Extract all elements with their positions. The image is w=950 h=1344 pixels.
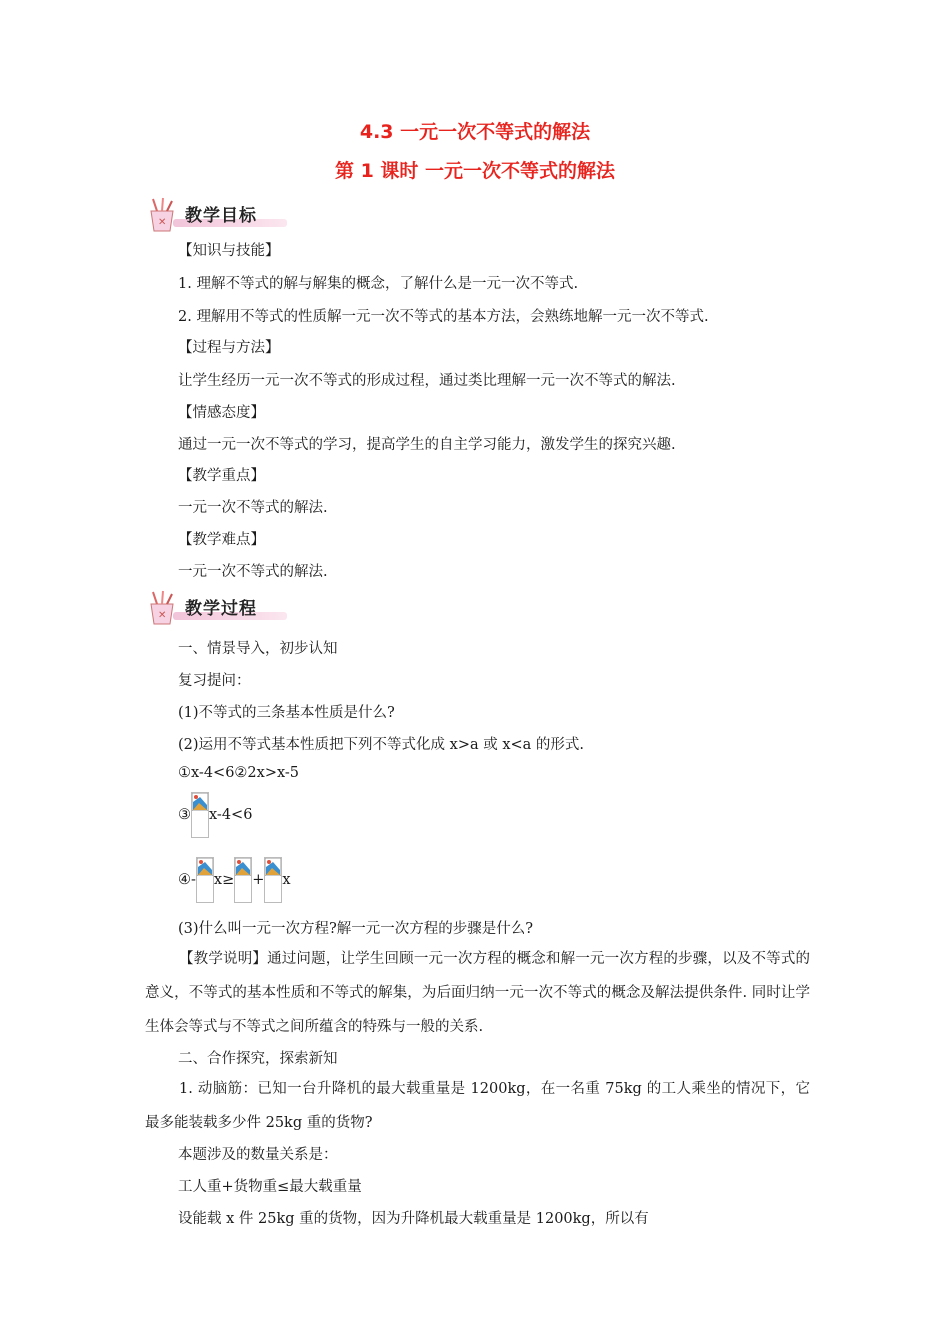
difficulty-label: 【教学难点】 bbox=[178, 532, 265, 548]
emotion-item: 通过一元一次不等式的学习，提高学生的自主学习能力，激发学生的探究兴趣. bbox=[178, 437, 676, 453]
svg-text:✕: ✕ bbox=[158, 610, 167, 621]
problem-text: 1. 动脑筋：已知一台升降机的最大载重量是 1200kg，在一名重 75kg 的工人乘坐的情况下，它最多能装载多少件 25kg 重的货物? bbox=[145, 1081, 810, 1131]
relation-text: 工人重+货物重≤最大载重量 bbox=[178, 1179, 362, 1195]
broken-image-icon bbox=[264, 857, 282, 903]
pencil-cup-icon bbox=[145, 590, 179, 626]
heading-intro: 一、情景导入，初步认知 bbox=[178, 641, 338, 657]
heading-explore: 二、合作探究，探索新知 bbox=[178, 1051, 338, 1067]
section-banner-objectives bbox=[143, 193, 291, 237]
svg-text:✕: ✕ bbox=[158, 217, 167, 228]
review-label: 复习提问： bbox=[178, 673, 251, 689]
exercise-4-prefix: ④- bbox=[178, 872, 196, 888]
exercise-4 bbox=[178, 857, 291, 903]
relation-intro: 本题涉及的数量关系是： bbox=[178, 1147, 338, 1163]
knowledge-item-2: 2. 理解用不等式的性质解一元一次不等式的基本方法，会熟练地解一元一次不等式. bbox=[178, 309, 709, 325]
question-2: (2)运用不等式基本性质把下列不等式化成 x>a 或 x<a 的形式. bbox=[178, 737, 585, 753]
difficulty-item: 一元一次不等式的解法. bbox=[178, 564, 328, 580]
exercise-4-suffix: x bbox=[282, 872, 291, 888]
emotion-label: 【情感态度】 bbox=[178, 405, 265, 421]
process-item: 让学生经历一元一次不等式的形成过程，通过类比理解一元一次不等式的解法. bbox=[178, 373, 676, 389]
broken-image-icon bbox=[191, 792, 209, 838]
exercise-4-mid1: x≥ bbox=[213, 872, 235, 888]
section-banner-process bbox=[143, 586, 291, 630]
exercise-3 bbox=[178, 792, 252, 838]
lesson-title: 4.3 一元一次不等式的解法 bbox=[359, 121, 591, 143]
lesson-subtitle: 第 1 课时 一元一次不等式的解法 bbox=[334, 160, 616, 182]
key-point-item: 一元一次不等式的解法. bbox=[178, 500, 328, 516]
process-label: 【过程与方法】 bbox=[178, 340, 280, 356]
teaching-note: 【教学说明】通过问题，让学生回顾一元一次方程的概念和解一元一次方程的步骤，以及不等式的意义，不等式的基本性质和不等式的解集，为后面归纳一元一次不等式的概念及解法提供条件. 同时让学生体会等式与不等式之间所蕴含的特殊与一般的关系. bbox=[145, 951, 810, 1035]
exercise-3-prefix: ③ bbox=[178, 807, 191, 823]
exercise-1-2: ①x-4<6②2x>x-5 bbox=[178, 765, 300, 781]
exercise-4-mid2: + bbox=[252, 872, 265, 888]
question-3: (3)什么叫一元一次方程?解一元一次方程的步骤是什么? bbox=[178, 921, 534, 937]
banner-label: 教学过程 bbox=[185, 599, 257, 619]
broken-image-icon bbox=[234, 857, 252, 903]
broken-image-icon bbox=[196, 857, 214, 903]
setup-text: 设能载 x 件 25kg 重的货物，因为升降机最大载重量是 1200kg，所以有 bbox=[178, 1211, 649, 1227]
knowledge-item-1: 1. 理解不等式的解与解集的概念，了解什么是一元一次不等式. bbox=[178, 276, 579, 292]
knowledge-label: 【知识与技能】 bbox=[178, 243, 280, 259]
banner-label: 教学目标 bbox=[185, 206, 257, 226]
pencil-cup-icon bbox=[145, 197, 179, 233]
key-point-label: 【教学重点】 bbox=[178, 468, 265, 484]
exercise-3-suffix: x-4<6 bbox=[209, 807, 253, 823]
question-1: (1)不等式的三条基本性质是什么? bbox=[178, 705, 395, 721]
